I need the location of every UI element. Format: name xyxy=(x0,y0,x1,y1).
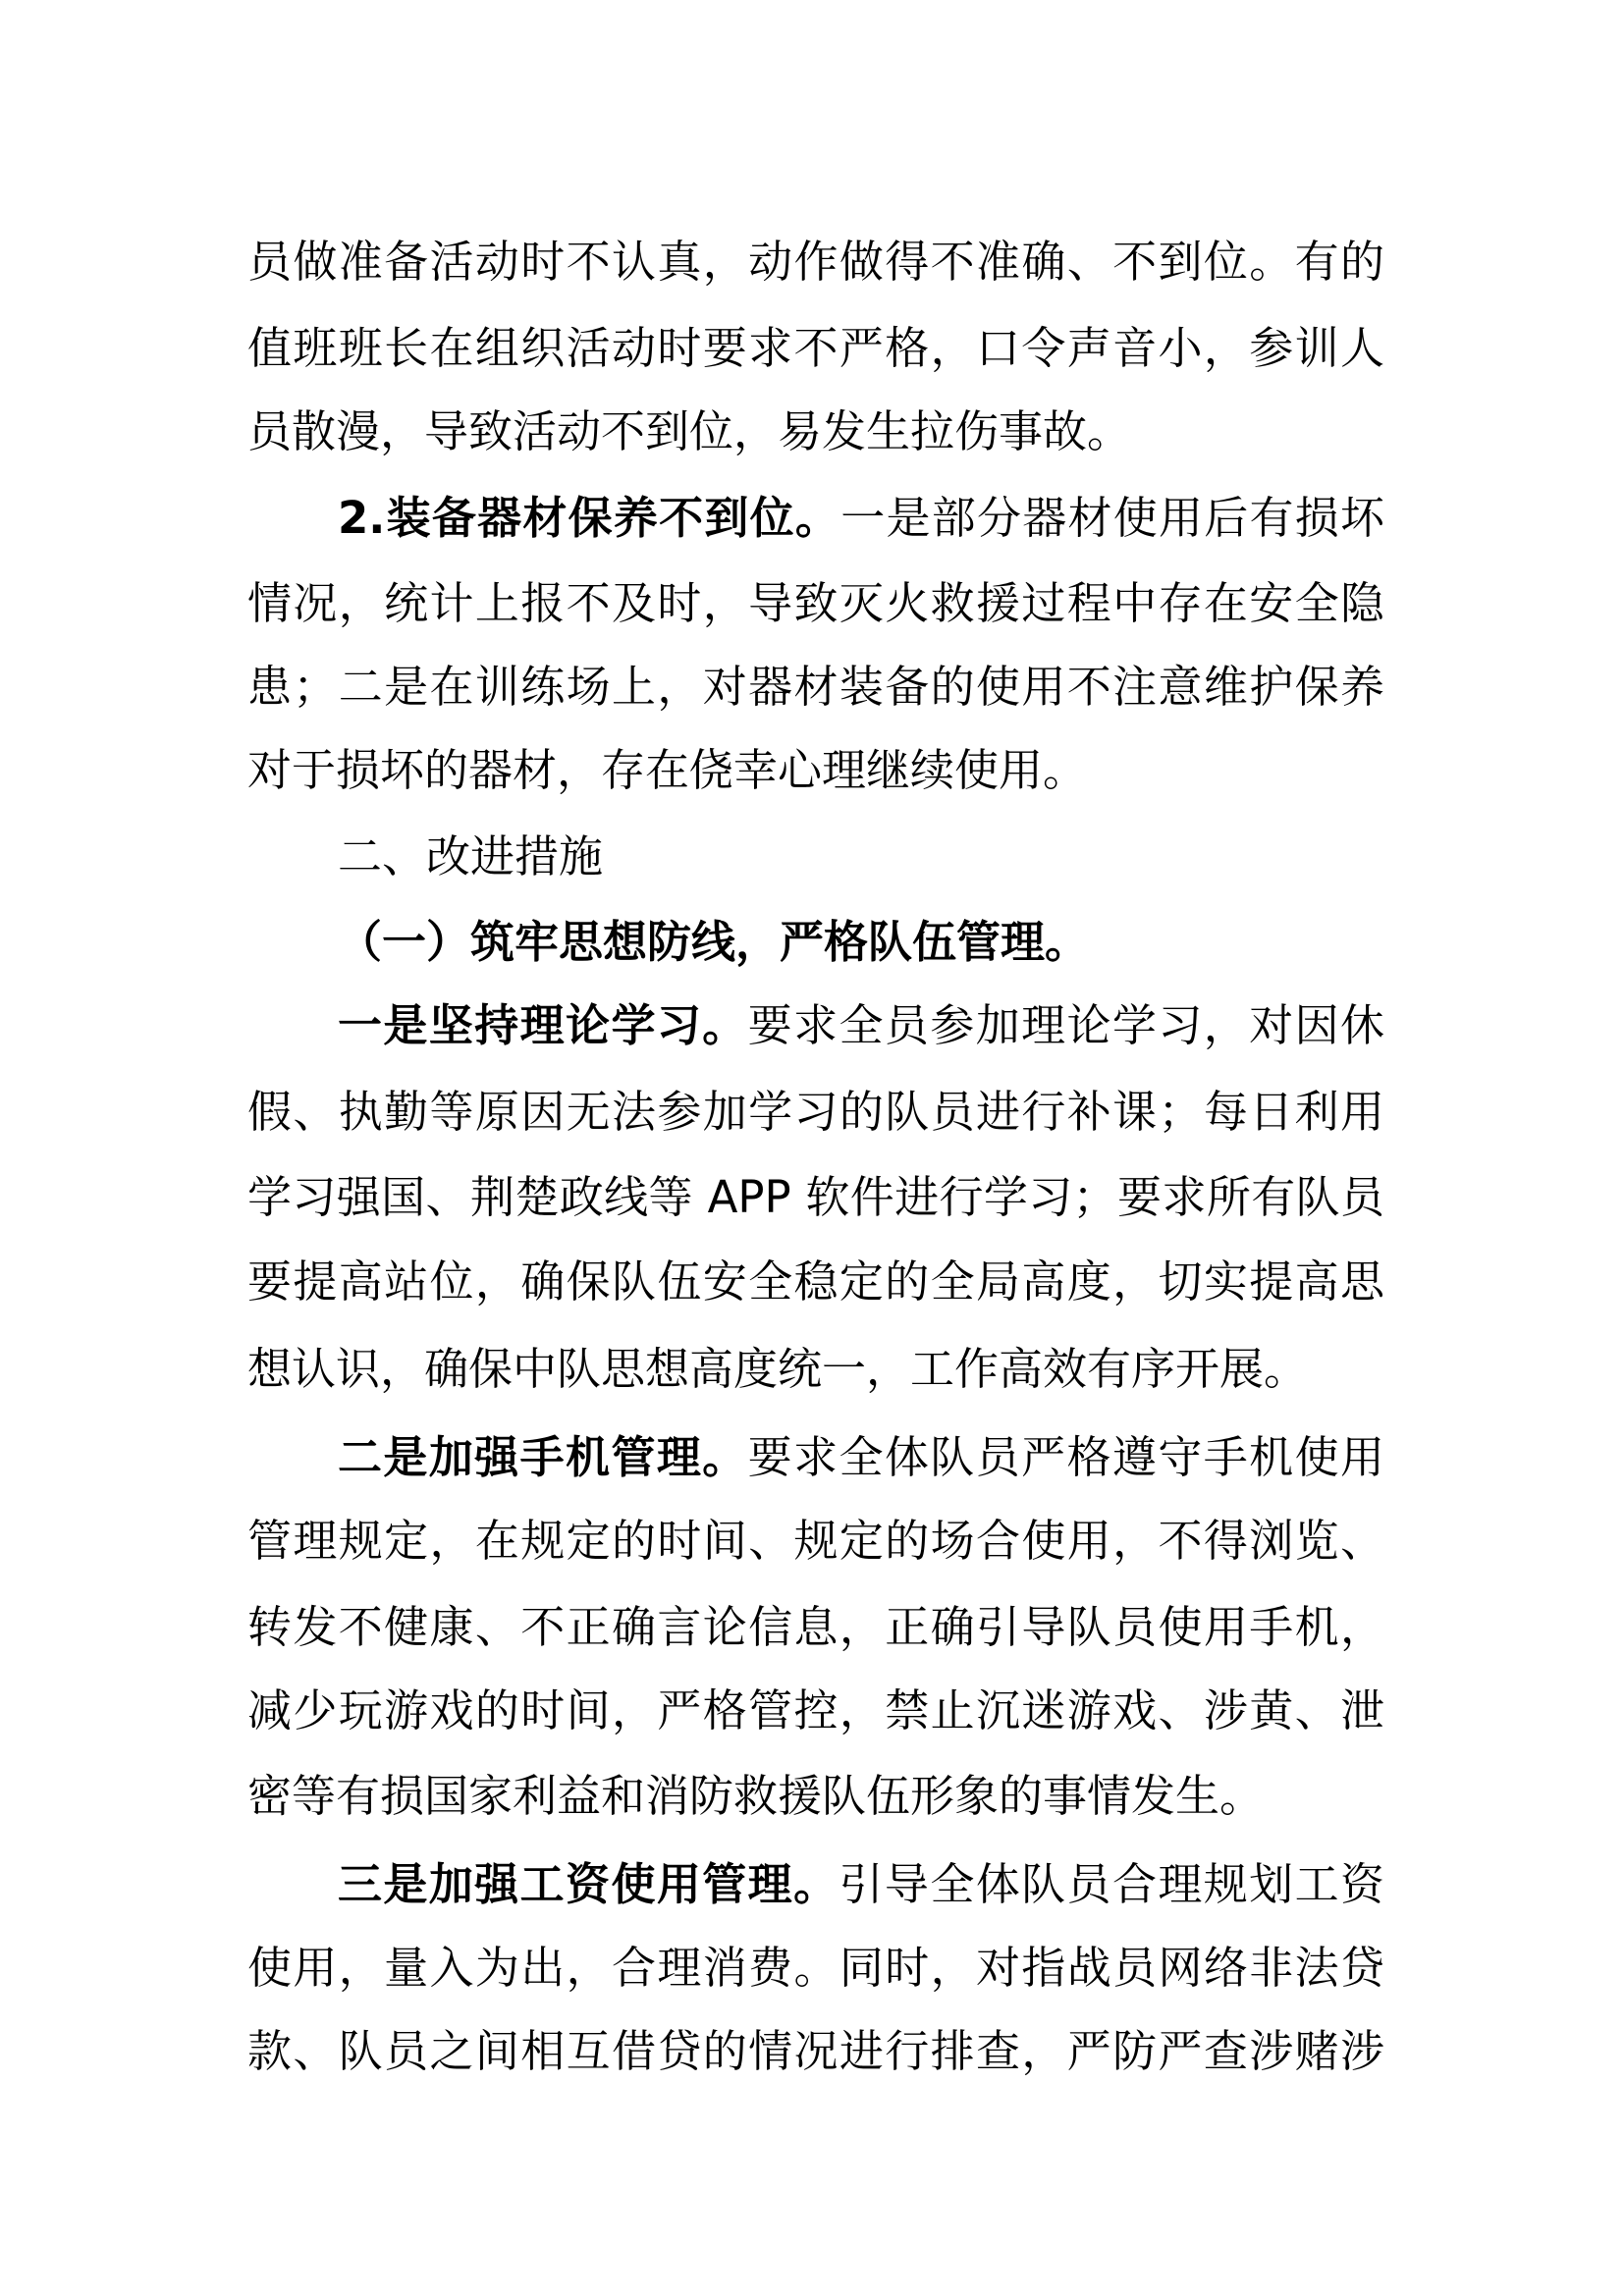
body-text: 减少玩游戏的时间，严格管控，禁止沉迷游戏、涉黄、泄 xyxy=(247,1684,1384,1736)
body-text: 二、改进措施 xyxy=(338,830,604,882)
body-text: 使用，量入为出，合理消费。同时，对指战员网络非法贷 xyxy=(247,1942,1384,1994)
body-text: 情况，统计上报不及时，导致灭火救援过程中存在安全隐 xyxy=(247,577,1384,629)
body-text: 学习强国、荆楚政线等 APP 软件进行学习；要求所有队员 xyxy=(247,1171,1384,1223)
body-text: 对于损坏的器材，存在侥幸心理继续使用。 xyxy=(247,744,1088,796)
text-line xyxy=(247,1253,1384,1311)
text-line xyxy=(247,402,1384,461)
text-line xyxy=(338,996,1384,1055)
text-line xyxy=(247,2022,1384,2081)
text-line xyxy=(247,1083,1384,1142)
text-line xyxy=(338,489,1384,548)
text-line xyxy=(247,658,1384,717)
body-text: 想认识，确保中队思想高度统一，工作高效有序开展。 xyxy=(247,1343,1309,1395)
text-line xyxy=(247,1168,1384,1227)
body-text: 转发不健康、不正确言论信息，正确引导队员使用手机， xyxy=(247,1601,1384,1653)
body-text: 一是部分器材使用后有损坏 xyxy=(840,492,1384,544)
text-line xyxy=(247,1767,1384,1826)
text-line xyxy=(247,233,1384,292)
body-text: 款、队员之间相互借贷的情况进行排查，严防严查涉赌涉 xyxy=(247,2025,1384,2077)
text-line xyxy=(247,1682,1384,1740)
text-line xyxy=(247,741,1384,800)
text-line xyxy=(247,319,1384,378)
bold-heading: 一是坚持理论学习。 xyxy=(338,999,748,1051)
body-text: 密等有损国家利益和消防救援队伍形象的事情发生。 xyxy=(247,1770,1265,1822)
text-line xyxy=(247,1512,1384,1571)
text-line xyxy=(247,1939,1384,1998)
text-line xyxy=(338,828,1384,886)
body-text: 值班班长在组织活动时要求不严格，口令声音小，参训人 xyxy=(247,322,1384,374)
bold-heading: 2.装备器材保养不到位。 xyxy=(338,492,841,544)
text-line xyxy=(338,913,1475,972)
body-text: 员散漫，导致活动不到位，易发生拉伤事故。 xyxy=(247,405,1132,457)
body-text: 假、执勤等原因无法参加学习的队员进行补课；每日利用 xyxy=(247,1086,1384,1138)
body-text: 要求全员参加理论学习，对因休 xyxy=(747,999,1384,1051)
text-line xyxy=(338,1855,1384,1914)
bold-heading: 三是加强工资使用管理。 xyxy=(338,1858,839,1910)
text-line xyxy=(247,1598,1384,1657)
body-text: 要求全体队员严格遵守手机使用 xyxy=(747,1431,1384,1483)
bold-heading: 二是加强手机管理。 xyxy=(338,1431,748,1483)
text-line xyxy=(247,574,1384,633)
body-text: 引导全体队员合理规划工资 xyxy=(839,1858,1384,1910)
body-text: 要提高站位，确保队伍安全稳定的全局高度，切实提高思 xyxy=(247,1255,1384,1308)
text-line xyxy=(247,1340,1384,1399)
text-line xyxy=(338,1428,1384,1487)
body-text: 员做准备活动时不认真，动作做得不准确、不到位。有的 xyxy=(247,236,1384,288)
body-text: 患；二是在训练场上，对器材装备的使用不注意维护保养 xyxy=(247,661,1384,713)
body-text: 管理规定，在规定的时间、规定的场合使用，不得浏览、 xyxy=(247,1515,1384,1567)
bold-heading: （一）筑牢思想防线，严格队伍管理。 xyxy=(338,916,1090,968)
